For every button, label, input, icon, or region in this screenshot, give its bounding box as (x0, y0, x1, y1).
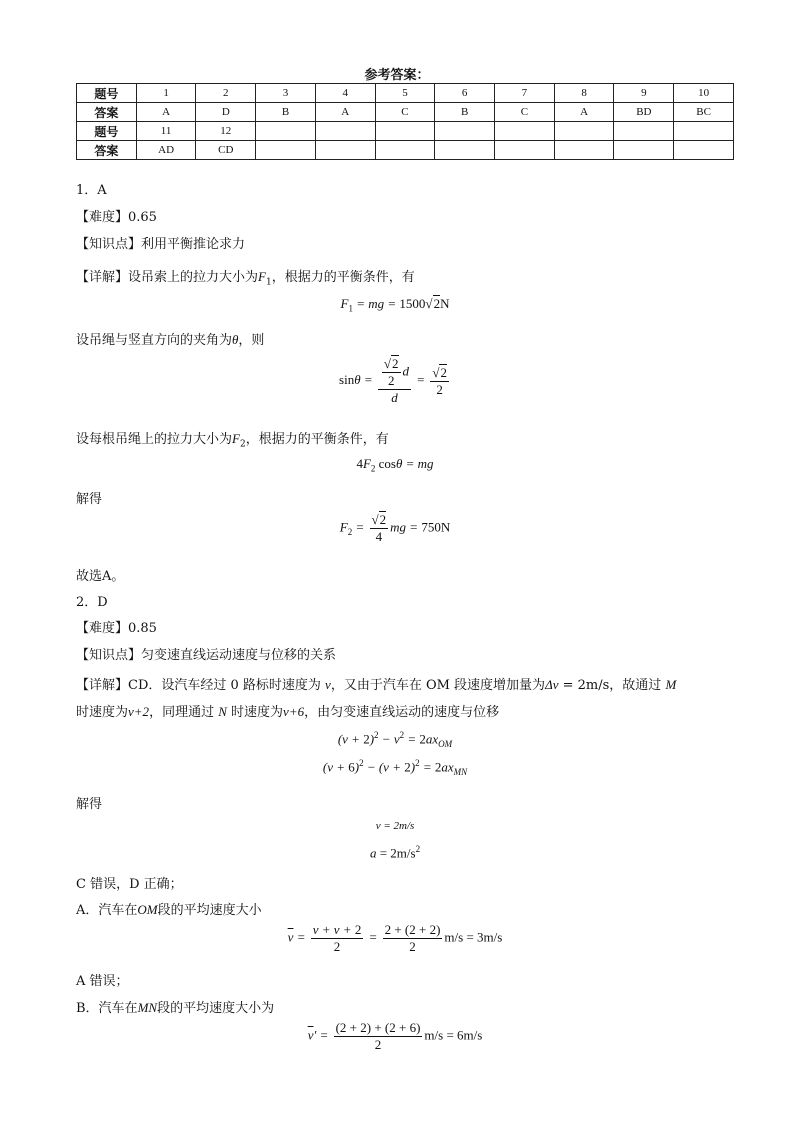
table-cell (256, 141, 316, 160)
q1-eq4-result: 750N (421, 519, 451, 535)
table-cell (674, 141, 734, 160)
q2-eq1: $(v + 2)^2 - v^2 = 2ax_{OM}$ (337, 730, 453, 749)
table-cell (435, 122, 495, 141)
q2-res-v: v = 2m/s (375, 820, 415, 832)
table-row (77, 122, 734, 141)
table-cell: 8 (554, 84, 614, 103)
table-cell (614, 141, 674, 160)
q1-detail-pre: 【详解】设吊索上的拉力大小为 (76, 270, 259, 285)
table-cell (495, 122, 555, 141)
q2-a-eq-result: m/s = 3m/s (444, 929, 503, 945)
q2-b-eq-result: m/s = 6m/s (424, 1027, 483, 1043)
q1-eq1-value: 1500 (399, 296, 426, 311)
q2-detail-a: 【详解】CD．设汽车经过 0 路标时速度为 (76, 678, 321, 693)
table-row (77, 103, 734, 122)
table-cell: 5 (375, 84, 435, 103)
q1-eq4: $F_2$ = $\frac{√2}{4}$ mg = 750N (339, 512, 451, 544)
q2-a-pre: A．汽车在 (76, 903, 138, 918)
q2-b-pre: B．汽车在 (76, 1001, 138, 1016)
q1-detail-post: ，根据力的平衡条件，有 (271, 270, 415, 285)
table-cell: B (435, 103, 495, 122)
answer-title: 参考答案： (364, 68, 430, 83)
q2-a-eq: $\overline{v}$ = $\frac{v + v + 2}{2}$ = $\frac{2 + (2 + 2)}{2}$ m/s = 3m/s (287, 922, 503, 954)
q2-detail-b: ，又由于汽车在 OM 段速度增加量为 (330, 678, 546, 693)
table-cell (554, 122, 614, 141)
q2-eq2: $(v + 6)^2 - (v + 2)^2 = 2ax_{MN}$ (322, 758, 468, 777)
table-cell: 4 (315, 84, 375, 103)
q1-tension-post: ，根据力的平衡条件，有 (245, 432, 389, 447)
q1-angle-text: 设吊绳与竖直方向的夹角为θ，则 (76, 332, 265, 348)
row-header: 答案 (77, 103, 137, 122)
table-cell: 1 (136, 84, 196, 103)
q1-solve: 解得 (76, 492, 103, 507)
q1-difficulty: 【难度】0.65 (76, 210, 157, 225)
q2-b-text: B．汽车在MN段的平均速度大小为 (76, 1000, 275, 1016)
q2-solve: 解得 (76, 797, 103, 812)
q2-difficulty: 【难度】0.85 (76, 621, 157, 636)
q1-angle-post: ，则 (238, 333, 265, 348)
q2-knowledge: 【知识点】匀变速直线运动速度与位移的关系 (76, 648, 337, 663)
q1-knowledge: 【知识点】利用平衡推论求力 (76, 237, 246, 252)
q2-cd-text: C 错误，D 正确； (76, 877, 183, 892)
q2-res-a-value: = 2m/s (379, 845, 416, 861)
table-cell (315, 122, 375, 141)
q2-line2-d: 时速度为 (231, 705, 284, 720)
table-cell: B (256, 103, 316, 122)
table-cell: C (375, 103, 435, 122)
table-cell: 11 (136, 122, 196, 141)
q2-line2-b: v+2 (128, 704, 150, 719)
q1-angle-pre: 设吊绳与竖直方向的夹角为 (76, 333, 233, 348)
q2-line2-e: v+6 (283, 704, 305, 719)
table-cell (554, 141, 614, 160)
q1-tension-pre: 设每根吊绳上的拉力大小为 (76, 432, 233, 447)
table-cell (256, 122, 316, 141)
table-cell: D (196, 103, 256, 122)
q2-detail-dv: 2m/s (577, 678, 610, 693)
table-cell: A (315, 103, 375, 122)
table-cell: AD (136, 141, 196, 160)
table-cell (375, 122, 435, 141)
table-cell (674, 122, 734, 141)
table-cell (614, 122, 674, 141)
q2-detail-c: ，故通过 (609, 678, 662, 693)
q1-eq3: $4F_2$ cosθ = mg (356, 456, 434, 474)
table-cell: 3 (256, 84, 316, 103)
row-header: 题号 (77, 84, 137, 103)
q1-eq1-unit: N (440, 296, 450, 311)
table-cell: BD (614, 103, 674, 122)
table-cell (375, 141, 435, 160)
q1-eq1: $F_1$ = mg = 1500√2N (340, 296, 450, 314)
q2-res-a: $a = 2m/s^2$ (369, 844, 421, 861)
q2-b-post: 段的平均速度大小为 (157, 1001, 275, 1016)
table-row (77, 84, 734, 103)
table-cell: A (136, 103, 196, 122)
q2-detail-line2: 时速度为v+2，同理通过 N 时速度为v+6，由匀变速直线运动的速度与位移 (76, 704, 500, 720)
q2-line2-c: ，同理通过 (149, 705, 215, 720)
q2-a-post: 段的平均速度大小 (157, 903, 262, 918)
q1-title: 1．A (76, 183, 107, 198)
table-cell: CD (196, 141, 256, 160)
q2-line2-a: 时速度为 (76, 705, 129, 720)
q1-tension-text: 设每根吊绳上的拉力大小为$F_2$，根据力的平衡条件，有 (76, 431, 389, 450)
q2-a-wrong: A 错误； (76, 974, 129, 989)
table-cell: 12 (196, 122, 256, 141)
table-cell: 7 (495, 84, 555, 103)
answer-table (76, 83, 734, 160)
q1-eq2: sinθ = $\frac{√2}{2}$ d d = $\frac{√2}{2}$ (339, 356, 447, 405)
q2-line2-f: ，由匀变速直线运动的速度与位移 (304, 705, 500, 720)
q1-conclusion: 故选A。 (76, 569, 125, 584)
table-cell: A (554, 103, 614, 122)
q2-a-text: A．汽车在OM段的平均速度大小 (76, 902, 262, 918)
table-cell: 6 (435, 84, 495, 103)
row-header: 答案 (77, 141, 137, 160)
q2-detail-line1: 【详解】CD．设汽车经过 0 路标时速度为 v，又由于汽车在 OM 段速度增加量为Δv = 2m/s，故通过 M (76, 677, 677, 693)
table-cell: BC (674, 103, 734, 122)
table-cell (435, 141, 495, 160)
q1-detail: 【详解】设吊索上的拉力大小为$F_1$，根据力的平衡条件，有 (76, 269, 415, 288)
table-cell: 10 (674, 84, 734, 103)
table-cell (315, 141, 375, 160)
row-header: 题号 (77, 122, 137, 141)
table-row (77, 141, 734, 160)
table-cell: 2 (196, 84, 256, 103)
table-cell (495, 141, 555, 160)
table-cell: C (495, 103, 555, 122)
q2-b-eq: $\overline{v}'$ = $\frac{(2 + 2) + (2 + 6)}{2}$ m/s = 6m/s (307, 1020, 483, 1052)
q2-title: 2．D (76, 595, 108, 610)
table-cell: 9 (614, 84, 674, 103)
